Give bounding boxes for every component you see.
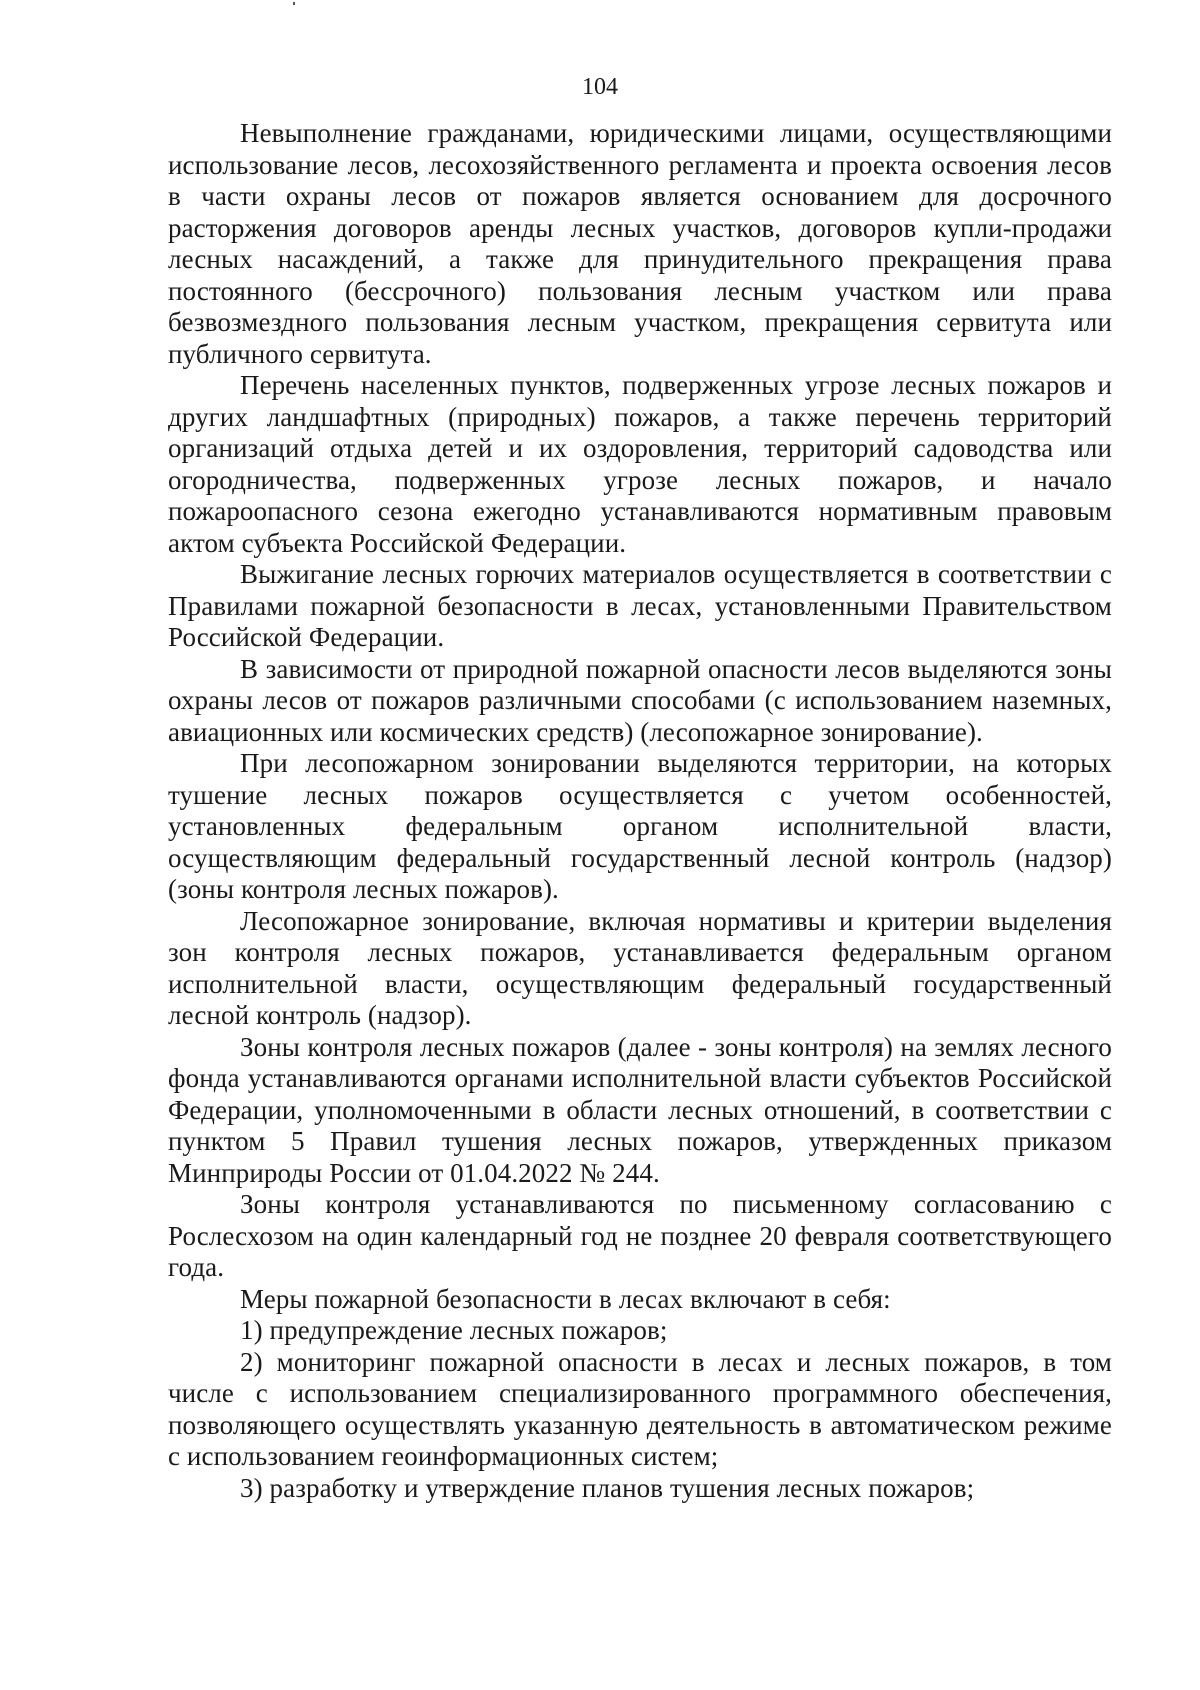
- paragraph-control-zones: Зоны контроля лесных пожаров (далее - зоны контроля) на землях лесного фонда устанавливаются органами исполнительной власти субъектов Российской Федерации, уполномоченными в области лесных отношений, в соответствии с пунктом 5 Правил тушения лесных пожаров, утвержденных приказом Минприроды России от 01.04.2022 № 244.: [168, 1031, 1112, 1188]
- paragraph-control-zones-approval: Зоны контроля устанавливаются по письменному согласованию с Рослесхозом на один календарный год не позднее 20 февраля соответствующего года.: [168, 1189, 1112, 1282]
- paragraph-zoning-territories: При лесопожарном зонировании выделяются территории, на которых тушение лесных пожаров осуществляется с учетом особенностей, установленных федеральным органом исполнительной власти, осуществляющим федеральный государственный лесной контроль (надзор) (зоны контроля лесных пожаров).: [168, 748, 1112, 904]
- paragraph-protection-zones: В зависимости от природной пожарной опасности лесов выделяются зоны охраны лесов от пожаров различными способами (с использованием наземных, авиационных или космических средств) (лесопожарное зонирование).: [168, 653, 1112, 747]
- list-item-monitoring: 2) мониторинг пожарной опасности в лесах и лесных пожаров, в том числе с использованием специализированного программного обеспечения, позволяющего осуществлять указанную деятельность в автоматическом режиме с использованием геоинформационных систем;: [168, 1346, 1112, 1471]
- page-number: 104: [582, 74, 618, 100]
- paragraph-burning-materials: Выжигание лесных горючих материалов осуществляется в соответствии с Правилами пожарной безопасности в лесах, установленными Правительством Российской Федерации.: [168, 559, 1112, 652]
- list-item-prevention: 1) предупреждение лесных пожаров;: [240, 1315, 668, 1345]
- paragraph-measures-intro: Меры пожарной безопасности в лесах включают в себя:: [240, 1283, 891, 1314]
- paragraph-termination-grounds: Невыполнение гражданами, юридическими лицами, осуществляющими использование лесов, лесохозяйственного регламента и проекта освоения лесов в части охраны лесов от пожаров является основанием для досрочного расторжения договоров аренды лесных участков, договоров купли-продажи лесных насаждений, а также для принудительного прекращения права постоянного (бессрочного) пользования лесным участком или права безвозмездного пользования лесным участком, прекращения сервитута или публичного сервитута.: [168, 118, 1112, 369]
- paragraph-zoning-norms: Лесопожарное зонирование, включая нормативы и критерии выделения зон контроля лесных пожаров, устанавливается федеральным органом исполнительной власти, осуществляющим федеральный государственный лесной контроль (надзор).: [168, 905, 1112, 1030]
- scan-speck: [293, 2, 295, 5]
- document-body: [168, 118, 1112, 1504]
- paragraph-settlements-list: Перечень населенных пунктов, подверженных угрозе лесных пожаров и других ландшафтных (природных) пожаров, а также перечень территорий организаций отдыха детей и их оздоровления, территорий садоводства или огородничества, подверженных угрозе лесных пожаров, и начало пожароопасного сезона ежегодно устанавливаются нормативным правовым актом субъекта Российской Федерации.: [168, 370, 1112, 558]
- list-item-plans: 3) разработку и утверждение планов тушения лесных пожаров;: [240, 1472, 975, 1503]
